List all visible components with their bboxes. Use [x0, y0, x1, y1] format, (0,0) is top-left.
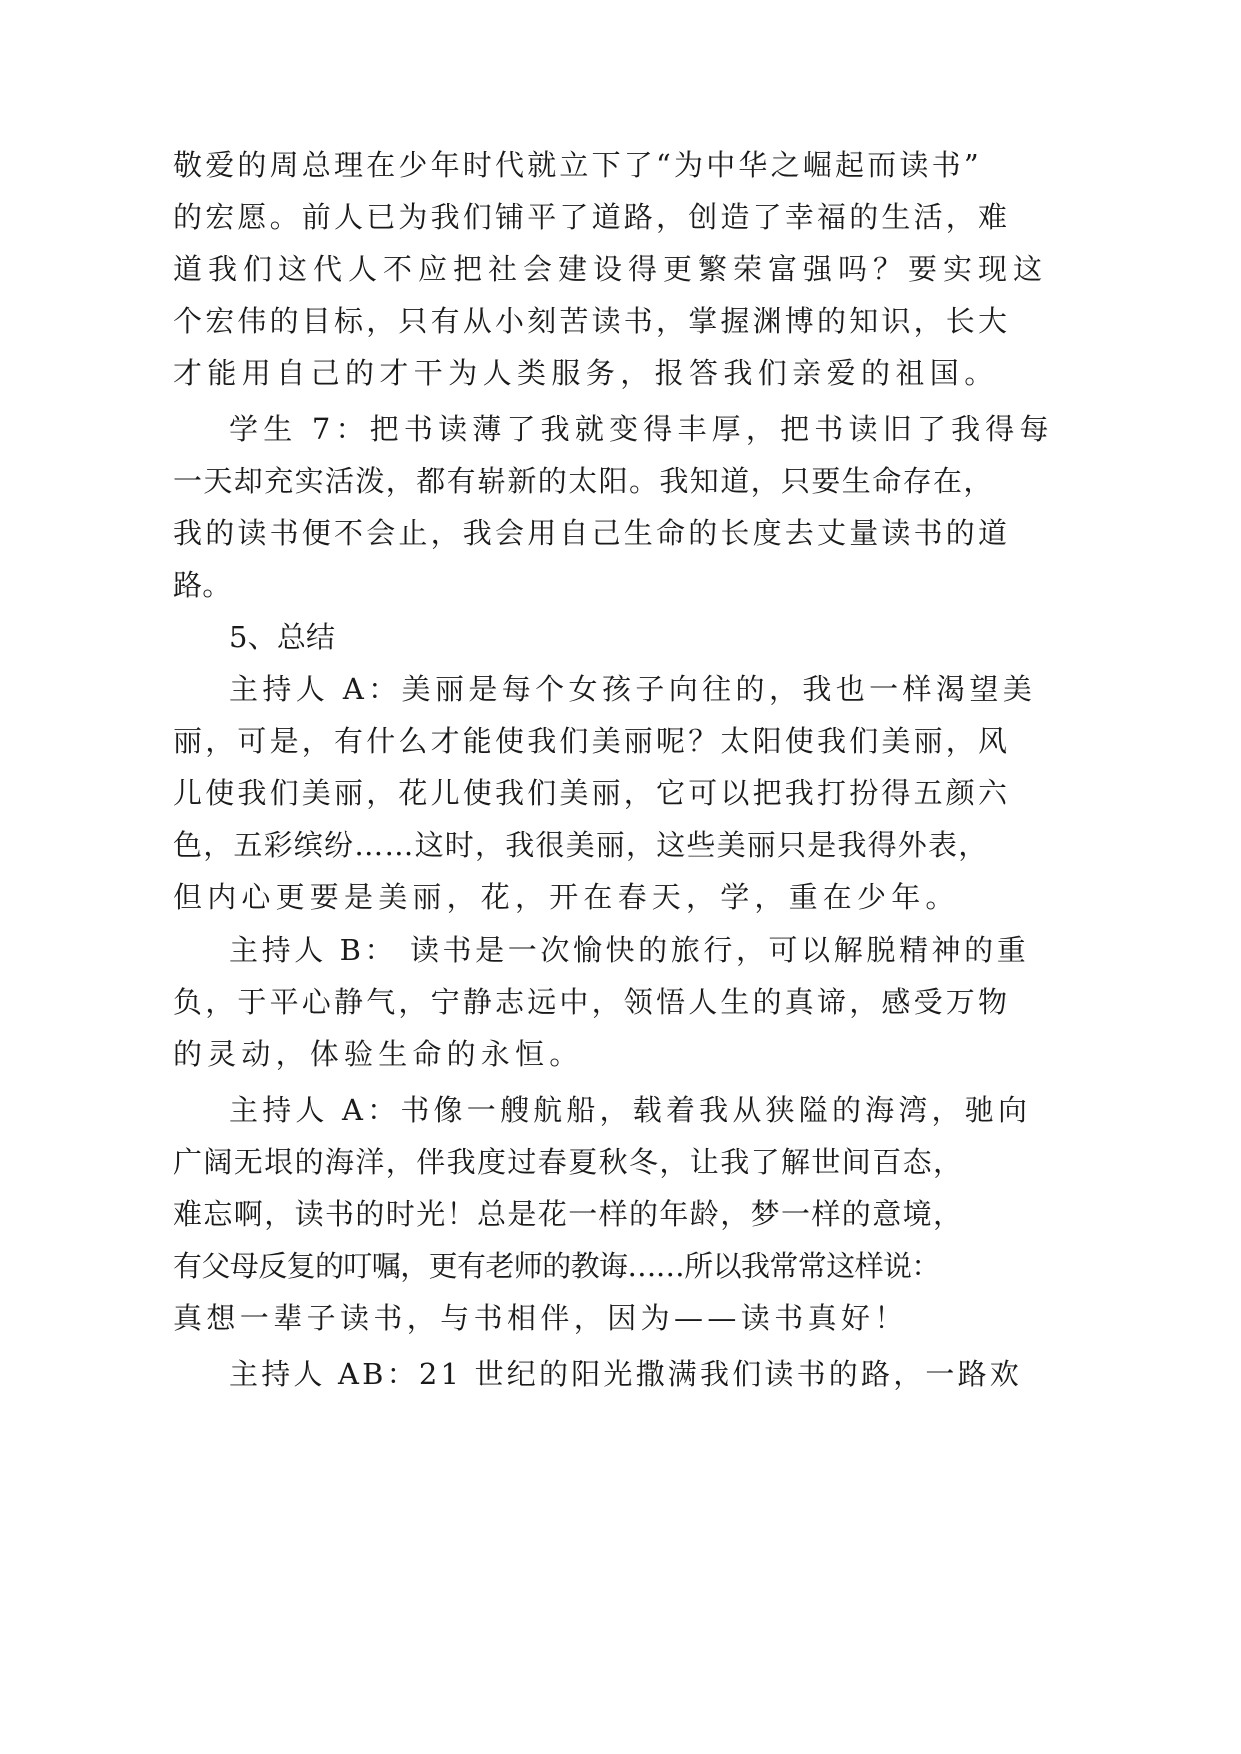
- paragraph-line: 才能用自己的才干为人类服务，报答我们亲爱的祖国。: [173, 356, 999, 390]
- paragraph-line: 真想一辈子读书，与书相伴，因为——读书真好！: [173, 1301, 908, 1335]
- paragraph-first-line: 主持人 A：书像一艘航船，载着我从狭隘的海湾，驰向: [229, 1093, 1032, 1127]
- paragraph-line: 广阔无垠的海洋，伴我度过春夏秋冬，让我了解世间百态，: [173, 1145, 964, 1179]
- paragraph-line: 道我们这代人不应把社会建设得更繁荣富强吗？要实现这: [173, 252, 1049, 286]
- paragraph-line: 儿使我们美丽，花儿使我们美丽，它可以把我打扮得五颜六: [173, 776, 1011, 810]
- paragraph-line: 有父母反复的叮嘱，更有老师的教诲……所以我常常这样说：: [173, 1249, 940, 1283]
- paragraph-line: 丽，可是，有什么才能使我们美丽呢？太阳使我们美丽，风: [173, 724, 1011, 758]
- paragraph-line: 负，于平心静气，宁静志远中，领悟人生的真谛，感受万物: [173, 985, 1011, 1019]
- paragraph-line: 路。: [173, 568, 232, 602]
- paragraph-line: 我的读书便不会止，我会用自己生命的长度去丈量读书的道: [173, 516, 1011, 550]
- paragraph-line: 个宏伟的目标，只有从小刻苦读书，掌握渊博的知识，长大: [173, 304, 1011, 338]
- paragraph-line: 色，五彩缤纷……这时，我很美丽，这些美丽只是我得外表，: [173, 828, 989, 862]
- paragraph-first-line: 主持人 B： 读书是一次愉快的旅行，可以解脱精神的重: [229, 933, 1030, 967]
- paragraph-line: 的宏愿。前人已为我们铺平了道路，创造了幸福的生活，难: [173, 200, 1011, 234]
- paragraph-line: 的灵动，体验生命的永恒。: [173, 1037, 584, 1071]
- paragraph-line: 但内心更要是美丽，花，开在春天，学，重在少年。: [173, 880, 960, 914]
- paragraph-first-line: 主持人 A：美丽是每个女孩子向往的，我也一样渴望美: [229, 672, 1037, 706]
- paragraph-first-line: 学生 7：把书读薄了我就变得丰厚，把书读旧了我得每: [229, 412, 1054, 446]
- section-heading: 5、总结: [229, 620, 336, 654]
- paragraph-line: 难忘啊，读书的时光！总是花一样的年龄，梦一样的意境，: [173, 1197, 964, 1231]
- paragraph-first-line: 主持人 AB：21 世纪的阳光撒满我们读书的路，一路欢: [229, 1357, 1022, 1391]
- paragraph-line: 敬爱的周总理在少年时代就立下了“为中华之崛起而读书”: [173, 148, 982, 182]
- paragraph-line: 一天却充实活泼，都有崭新的太阳。我知道，只要生命存在，: [173, 464, 994, 498]
